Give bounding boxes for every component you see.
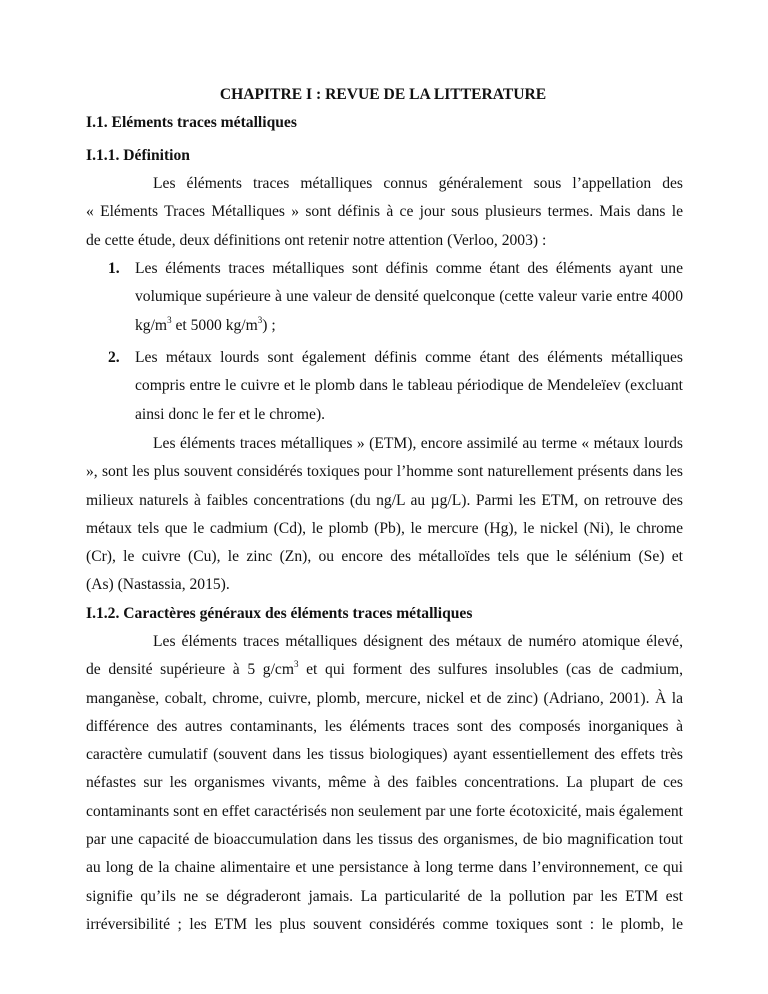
list-item-2 <box>108 344 683 429</box>
text-segment: compris entre le cuivre et le plomb dans le tableau périodique de Mendeleïev (excluant <box>135 377 683 395</box>
text-segment: Les métaux lourds sont également définis comme étant des éléments métalliques <box>135 349 683 366</box>
list-item-text <box>135 344 683 429</box>
list-item-text <box>135 255 683 340</box>
text-segment: Les éléments traces métalliques désignent des métaux de numéro atomique élevé, <box>153 633 683 650</box>
text-line <box>135 283 683 311</box>
text-segment: et 5000 kg/m <box>171 316 258 334</box>
text-segment: volumique supérieure à une valeur de densité quelconque (cette valeur varie entre 4000 <box>135 288 683 306</box>
text-line <box>135 255 683 283</box>
list-item-1 <box>108 255 683 340</box>
text-segment: au long de la chaine alimentaire et une persistance à long terme dans l’environnement, ce qui <box>86 859 683 877</box>
text-segment: kg/m <box>135 316 168 334</box>
text-line: Les éléments traces métalliques » (ETM), encore assimilé au terme « métaux lourds <box>153 435 683 452</box>
text-line <box>86 798 683 826</box>
superscript: 3 <box>257 314 263 325</box>
text-segment: différence des autres contaminants, les éléments traces sont des composés inorganiques à <box>86 717 683 735</box>
text-segment: irréversibilité ; les ETM les plus souvent considérés comme toxiques sont : le plomb, le <box>86 915 683 933</box>
text-line <box>86 628 683 656</box>
text-line: (Cr), le cuivre (Cu), le zinc (Zn), ou encore des métalloïdes tels que le sélénium (Se) et <box>86 548 683 566</box>
text-line <box>135 344 683 372</box>
text-line <box>86 911 683 939</box>
text-line <box>86 741 683 769</box>
text-line <box>86 769 683 797</box>
text-line <box>86 826 683 854</box>
text-line: milieux naturels à faibles concentrations (du ng/L au µg/L). Parmi les ETM, on retrouve des <box>86 491 683 509</box>
text-segment: ) ; <box>262 316 276 334</box>
text-line <box>86 713 683 741</box>
superscript: 3 <box>293 659 299 670</box>
paragraph-definition <box>86 170 683 255</box>
text-segment: par une capacité de bioaccumulation dans les tissus des organismes, de bio magnification tout <box>86 831 683 849</box>
paragraph-general-characters <box>86 628 683 939</box>
text-line <box>86 685 683 713</box>
section-heading-1: I.1. Eléments traces métalliques <box>86 114 297 131</box>
text-line: Les éléments traces métalliques connus généralement sous l’appellation des <box>153 175 683 192</box>
text-line <box>86 883 683 911</box>
text-line <box>135 312 683 340</box>
text-segment: et qui forment des sulfures insolubles (cas de cadmium, <box>298 661 683 679</box>
text-line: », sont les plus souvent considérés toxiques pour l’homme sont naturellement présents dans les <box>86 463 683 481</box>
list-number: 1. <box>108 260 120 277</box>
section-heading-1-1: I.1.1. Définition <box>86 147 190 164</box>
text-segment: signifie qu’ils ne se dégraderont jamais. La particularité de la pollution par les ETM est <box>86 887 683 905</box>
superscript: 3 <box>167 314 172 325</box>
text-segment: Les éléments traces métalliques sont définis comme étant des éléments ayant une <box>135 260 683 277</box>
paragraph-etm <box>86 430 683 600</box>
text-line <box>135 401 683 429</box>
text-segment: manganèse, cobalt, chrome, cuivre, plomb, mercure, nickel et de zinc) (Adriano, 2001). À la <box>86 689 683 707</box>
text-segment: néfastes sur les organismes vivants, même à des faibles concentrations. La plupart de ces <box>86 774 683 792</box>
chapter-title: CHAPITRE I : REVUE DE LA LITTERATURE <box>219 86 547 103</box>
text-segment: de densité supérieure à 5 g/cm <box>86 661 294 679</box>
text-line: métaux tels que le cadmium (Cd), le plomb (Pb), le mercure (Hg), le nickel (Ni), le chrome <box>86 519 683 537</box>
text-line: (As) (Nastassia, 2015). <box>86 576 230 594</box>
text-line <box>135 372 683 400</box>
text-segment: caractère cumulatif (souvent dans les tissus biologiques) ayant essentiellement des effets très <box>86 746 683 764</box>
text-segment: contaminants sont en effet caractérisés non seulement par une forte écotoxicité, mais également <box>86 802 683 820</box>
text-line <box>86 656 683 684</box>
text-line: « Eléments Traces Métalliques » sont définis à ce jour sous plusieurs termes. Mais dans le <box>86 203 683 221</box>
text-line: de cette étude, deux définitions ont retenir notre attention (Verloo, 2003) : <box>86 231 547 249</box>
section-heading-1-2: I.1.2. Caractères généraux des éléments traces métalliques <box>86 605 473 622</box>
list-number: 2. <box>108 349 120 366</box>
text-segment: ainsi donc le fer et le chrome). <box>135 405 326 423</box>
text-line <box>86 854 683 882</box>
